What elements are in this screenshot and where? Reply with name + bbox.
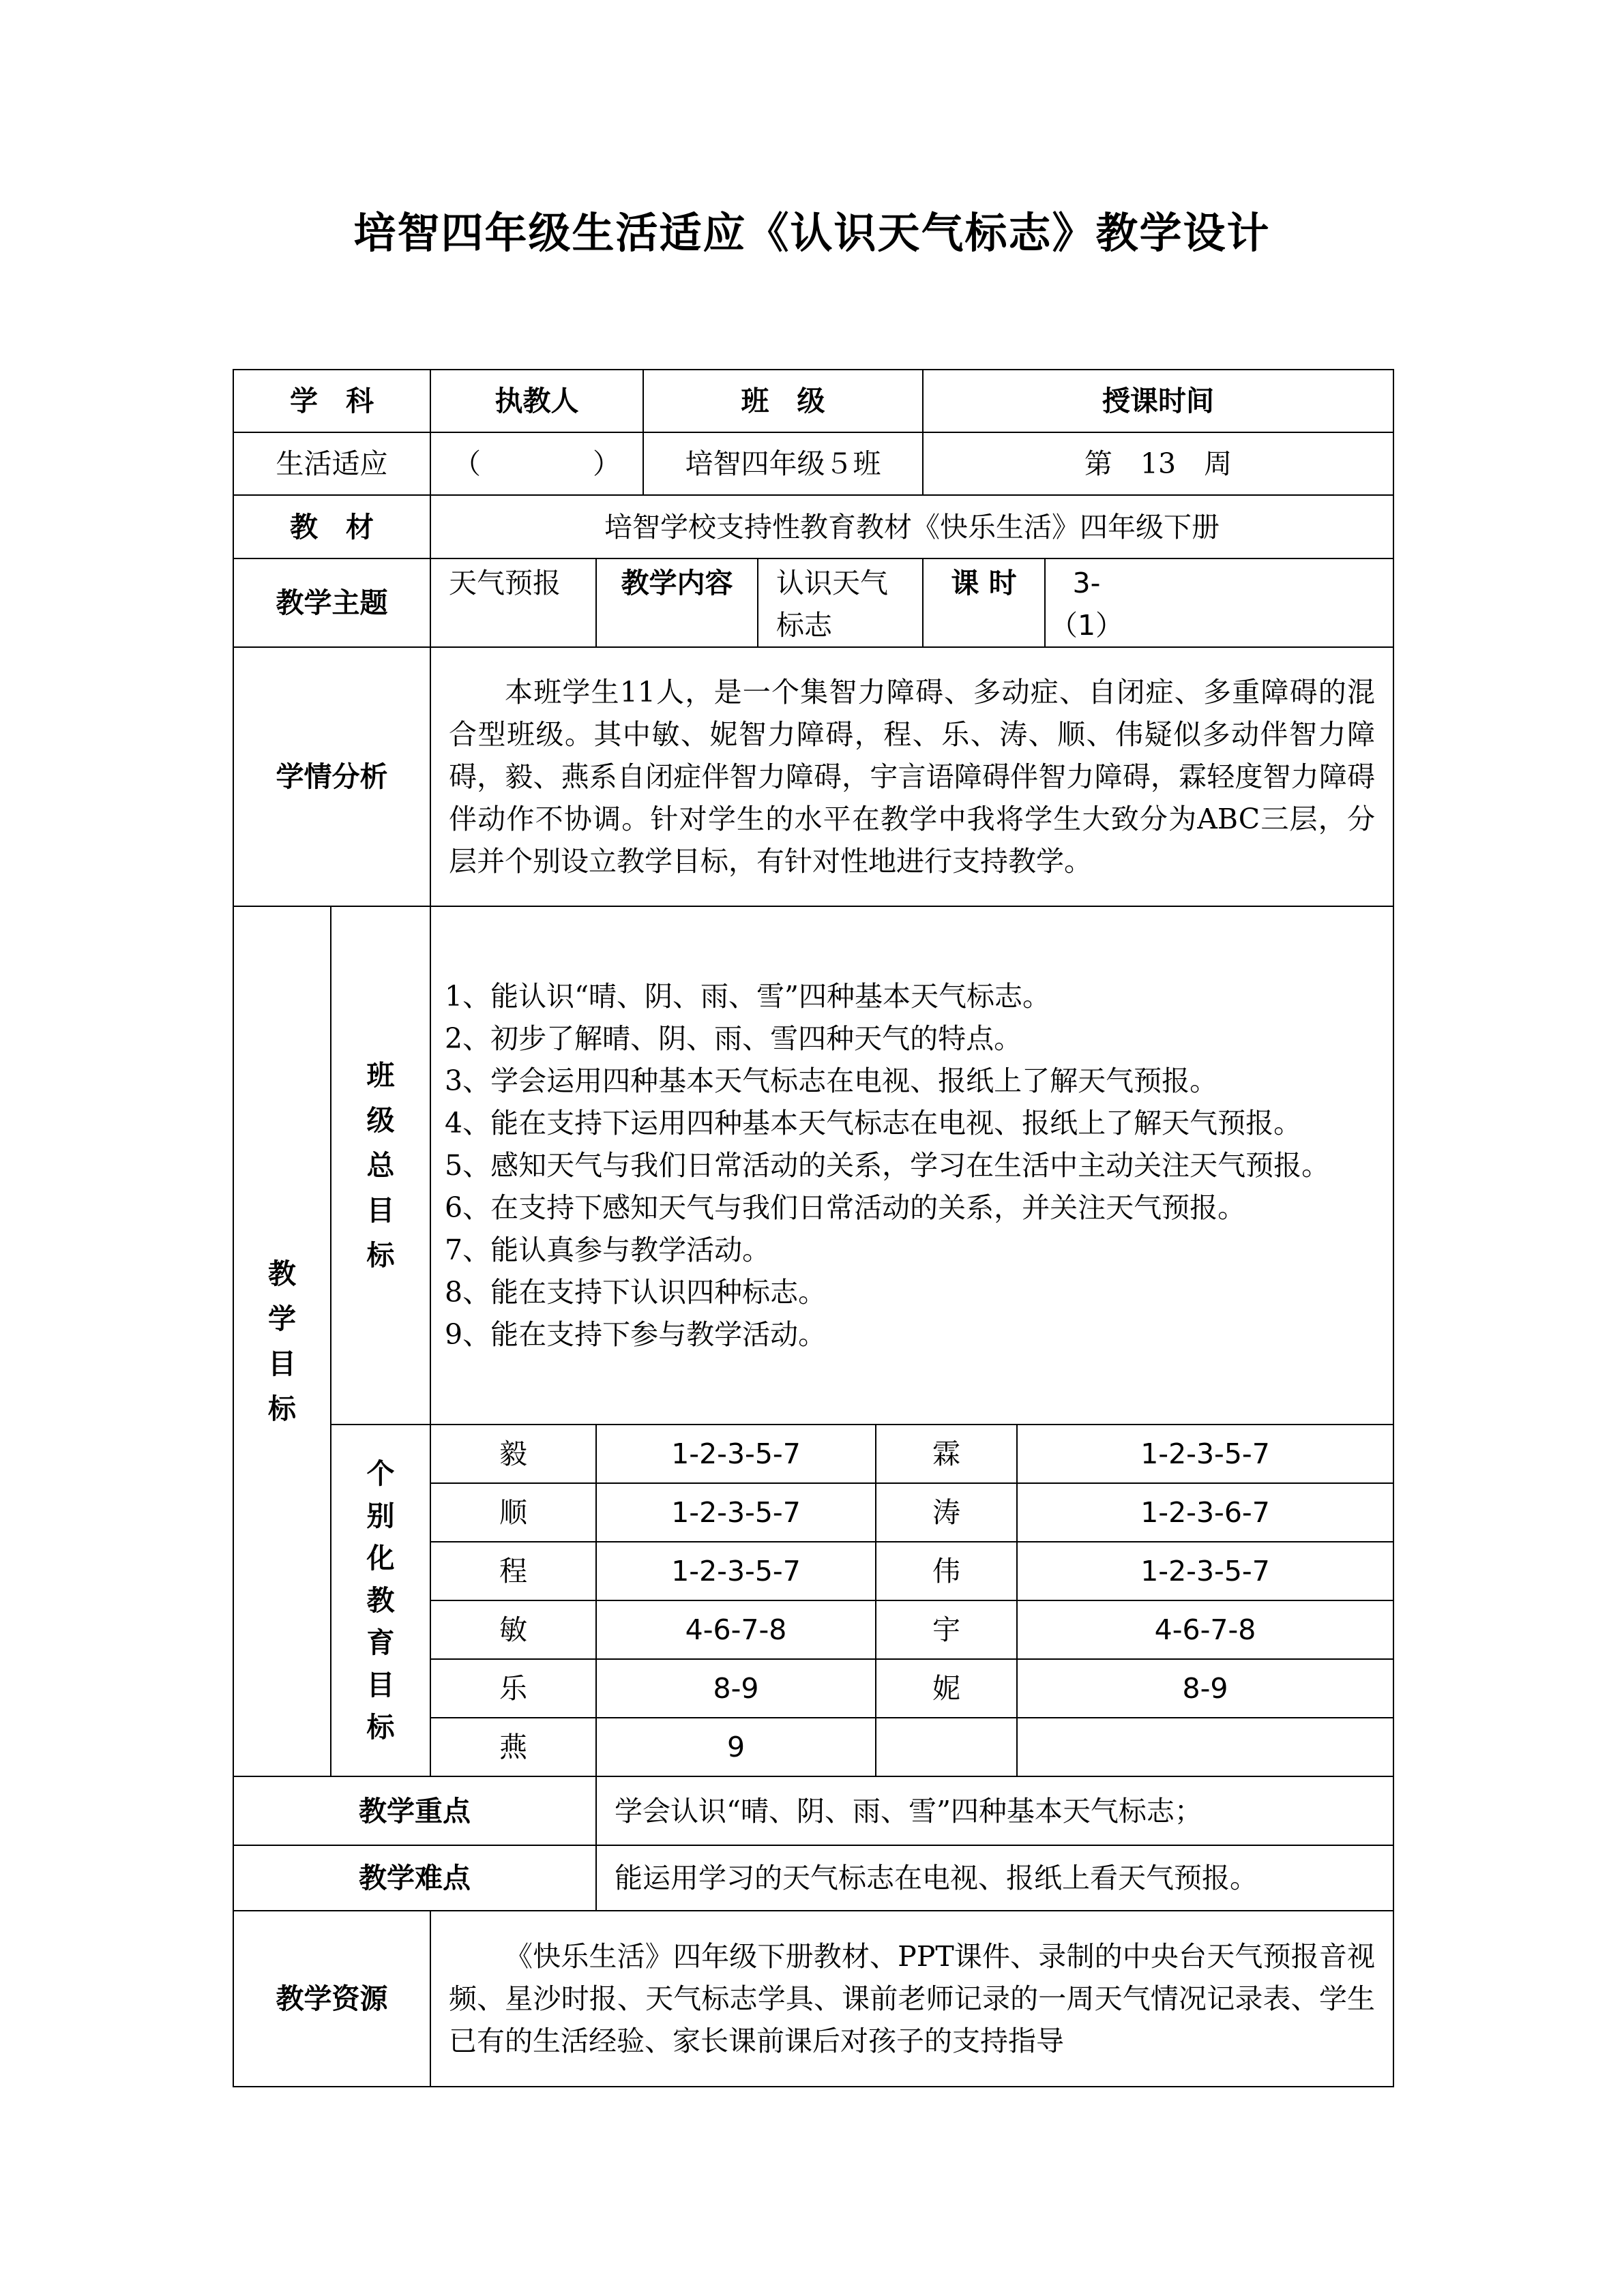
teacher-label: 执教人	[430, 370, 643, 432]
student-name: 程	[430, 1542, 596, 1600]
textbook-label: 教 材	[233, 495, 430, 558]
class-value: 培智四年级５班	[643, 432, 923, 495]
class-goal-item: 7、能认真参与教学活动。	[445, 1234, 771, 1266]
period-label: 课 时	[923, 558, 1045, 647]
student-goals: 8-9	[596, 1659, 876, 1718]
student-goals: 1-2-3-5-7	[1017, 1425, 1393, 1483]
resources-text: 《快乐生活》四年级下册教材、PPT课件、录制的中央台天气预报音视频、星沙时报、天气标志学具、课前老师记录的一周天气情况记录表、学生已有的生活经验、家长课前课后对孩子的支持指导	[430, 1911, 1393, 2087]
class-goal-item: 4、能在支持下运用四种基本天气标志在电视、报纸上了解天气预报。	[445, 1107, 1302, 1139]
student-name: 伟	[876, 1542, 1017, 1600]
analysis-row	[233, 647, 1393, 906]
topic-row	[233, 558, 1393, 647]
class-goals-label: 班 级 总 目 标	[331, 906, 430, 1425]
student-name: 妮	[876, 1659, 1017, 1718]
student-goals: 4-6-7-8	[1017, 1600, 1393, 1659]
subject-value: 生活适应	[233, 432, 430, 495]
student-name: 毅	[430, 1425, 596, 1483]
analysis-text: 本班学生11人，是一个集智力障碍、多动症、自闭症、多重障碍的混合型班级。其中敏、妮智力障碍，程、乐、涛、顺、伟疑似多动伴智力障碍，毅、燕系自闭症伴智力障碍，宇言语障碍伴智力障碍，霖轻度智力障碍伴动作不协调。针对学生的水平在教学中我将学生大致分为ABC三层，分层并个别设立教学目标，有针对性地进行支持教学。	[430, 647, 1393, 906]
class-goals-row	[233, 906, 1393, 1425]
student-name: 宇	[876, 1600, 1017, 1659]
time-label: 授课时间	[923, 370, 1393, 432]
class-label: 班 级	[643, 370, 923, 432]
student-goals: 1-2-3-5-7	[596, 1483, 876, 1542]
student-goals: 1-2-3-6-7	[1017, 1483, 1393, 1542]
period-value: 3-（1）	[1045, 558, 1393, 647]
student-goals: 1-2-3-5-7	[1017, 1542, 1393, 1600]
key-point-value: 学会认识“晴、阴、雨、雪”四种基本天气标志；	[596, 1776, 1393, 1845]
class-goals-list	[430, 906, 1393, 1425]
time-value: 第 13 周	[923, 432, 1393, 495]
resources-row	[233, 1911, 1393, 2087]
textbook-row	[233, 495, 1393, 558]
student-goals: 1-2-3-5-7	[596, 1425, 876, 1483]
document-title: 培智四年级生活适应《认识天气标志》教学设计	[353, 208, 1271, 258]
class-goal-item: 1、能认识“晴、阴、雨、雪”四种基本天气标志。	[445, 980, 1051, 1013]
key-point-label: 教学重点	[233, 1776, 596, 1845]
class-goal-item: 3、学会运用四种基本天气标志在电视、报纸上了解天气预报。	[445, 1064, 1218, 1097]
individual-row	[233, 1425, 1393, 1483]
topic-label: 教学主题	[233, 558, 430, 647]
subject-label: 学 科	[233, 370, 430, 432]
resources-label: 教学资源	[233, 1911, 430, 2087]
class-goal-item: 2、初步了解晴、阴、雨、雪四种天气的特点。	[445, 1022, 1022, 1055]
key-point-row	[233, 1776, 1393, 1845]
class-goal-item: 5、感知天气与我们日常活动的关系，学习在生活中主动关注天气预报。	[445, 1149, 1330, 1182]
difficulty-label: 教学难点	[233, 1845, 596, 1911]
student-name: 霖	[876, 1425, 1017, 1483]
textbook-value: 培智学校支持性教育教材《快乐生活》四年级下册	[430, 495, 1393, 558]
student-name: 顺	[430, 1483, 596, 1542]
student-goals: 1-2-3-5-7	[596, 1542, 876, 1600]
student-name: 敏	[430, 1600, 596, 1659]
student-goals: 8-9	[1017, 1659, 1393, 1718]
student-name: 乐	[430, 1659, 596, 1718]
class-goal-item: 8、能在支持下认识四种标志。	[445, 1276, 827, 1309]
content-label: 教学内容	[596, 558, 758, 647]
topic-value: 天气预报	[430, 558, 596, 647]
teacher-value: （ ）	[430, 432, 643, 495]
objectives-label: 教 学 目 标	[233, 906, 331, 1776]
difficulty-row	[233, 1845, 1393, 1911]
student-goals	[1017, 1718, 1393, 1776]
lesson-plan-table	[233, 369, 1394, 2087]
student-name: 涛	[876, 1483, 1017, 1542]
class-goal-item: 6、在支持下感知天气与我们日常活动的关系，并关注天气预报。	[445, 1191, 1246, 1224]
class-goal-item: 9、能在支持下参与教学活动。	[445, 1318, 827, 1351]
header-values-row	[233, 432, 1393, 495]
content-value: 认识天气标志	[758, 558, 923, 647]
header-row	[233, 370, 1393, 432]
student-goals: 4-6-7-8	[596, 1600, 876, 1659]
difficulty-value: 能运用学习的天气标志在电视、报纸上看天气预报。	[596, 1845, 1393, 1911]
individual-goals-label: 个 别 化 教 育 目 标	[331, 1425, 430, 1776]
analysis-label: 学情分析	[233, 647, 430, 906]
student-name: 燕	[430, 1718, 596, 1776]
student-name	[876, 1718, 1017, 1776]
student-goals: 9	[596, 1718, 876, 1776]
